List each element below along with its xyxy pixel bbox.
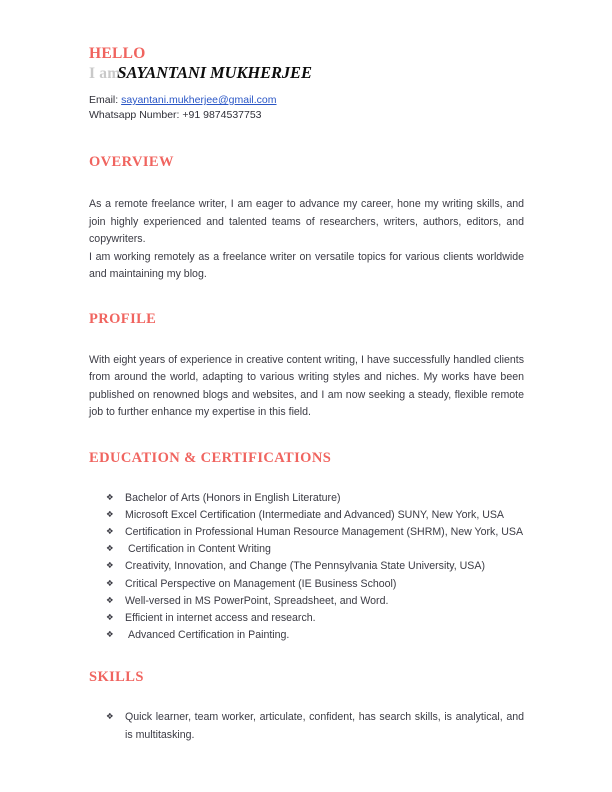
candidate-name: SAYANTANI MUKHERJEE xyxy=(117,63,312,82)
section-body-overview xyxy=(89,196,524,284)
diamond-bullet-icon: ❖ xyxy=(106,578,114,589)
whatsapp-line xyxy=(89,108,524,123)
overview-paragraph: I am working remotely as a freelance writer on versatile topics for various clients worldwide and maintaining my blog. xyxy=(89,250,524,280)
list-item xyxy=(89,593,524,610)
list-item-label: Certification in Professional Human Resource Management (SHRM), New York, USA xyxy=(125,525,524,538)
spacer xyxy=(89,467,524,490)
diamond-bullet-icon: ❖ xyxy=(106,595,114,606)
section-heading-skills: SKILLS xyxy=(89,669,144,686)
profile-paragraph: With eight years of experience in creative content writing, I have successfully handled clients from around the world, adapting to various writing styles and niches. My works have been published on renowned blogs and websites, and I am now seeking a steady, flexible remote job to further enhance my expertise in this field. xyxy=(89,353,524,418)
spacer xyxy=(89,422,524,450)
section-heading-overview: OVERVIEW xyxy=(89,154,174,170)
spacer xyxy=(89,328,524,352)
list-item xyxy=(89,558,524,575)
list-item-label: Bachelor of Arts (Honors in English Literature) xyxy=(125,491,341,504)
email-line xyxy=(89,93,524,108)
greeting-text: HELLO xyxy=(89,45,146,62)
spacer xyxy=(89,171,524,196)
list-item-label: Well-versed in MS PowerPoint, Spreadsheet, and Word. xyxy=(125,594,389,607)
list-item xyxy=(89,507,524,524)
email-label: Email: xyxy=(89,94,119,106)
list-item-label: Creativity, Innovation, and Change (The Pennsylvania State University, USA) xyxy=(125,560,485,573)
diamond-bullet-icon: ❖ xyxy=(106,492,114,503)
diamond-bullet-icon: ❖ xyxy=(106,509,114,520)
resume-content xyxy=(89,46,524,744)
spacer xyxy=(89,284,524,311)
overview-paragraph: As a remote freelance writer, I am eager to advance my career, hone my writing skills, and join highly experienced and talented teams of researchers, writers, authors, editors, and copywriters. xyxy=(89,198,524,245)
contact-block xyxy=(89,93,524,123)
spacer xyxy=(89,686,524,709)
list-item-label: Certification in Content Writing xyxy=(128,543,271,556)
list-item-label: Advanced Certification in Painting. xyxy=(128,629,290,642)
email-link[interactable]: sayantani.mukherjee@gmail.com xyxy=(121,94,277,106)
spacer xyxy=(89,123,524,154)
list-item xyxy=(89,541,524,558)
list-item-label: Efficient in internet access and research. xyxy=(125,611,316,624)
section-heading-profile: PROFILE xyxy=(89,310,157,327)
list-item-label: Critical Perspective on Management (IE Business School) xyxy=(125,577,397,590)
diamond-bullet-icon: ❖ xyxy=(106,712,114,723)
whatsapp-number: +91 9874537753 xyxy=(182,109,262,121)
list-item xyxy=(89,490,524,507)
list-item xyxy=(89,524,524,541)
education-list xyxy=(89,490,524,645)
list-item xyxy=(89,627,524,644)
skills-list xyxy=(89,709,524,743)
list-item xyxy=(89,576,524,593)
list-item xyxy=(89,709,524,743)
list-item-label: Microsoft Excel Certification (Intermediate and Advanced) SUNY, New York, USA xyxy=(125,508,504,521)
diamond-bullet-icon: ❖ xyxy=(106,612,114,623)
spacer xyxy=(89,644,524,669)
diamond-bullet-icon: ❖ xyxy=(106,544,114,555)
resume-header xyxy=(89,46,524,123)
list-item xyxy=(89,610,524,627)
diamond-bullet-icon: ❖ xyxy=(106,561,114,572)
intro-text: I am xyxy=(89,65,121,82)
diamond-bullet-icon: ❖ xyxy=(106,630,114,641)
section-body-profile xyxy=(89,352,524,422)
diamond-bullet-icon: ❖ xyxy=(106,526,114,537)
list-item-label: Quick learner, team worker, articulate, confident, has search skills, is analytical, and is multitasking. xyxy=(125,711,524,741)
name-line xyxy=(89,63,524,83)
section-heading-education: EDUCATION & CERTIFICATIONS xyxy=(89,449,332,466)
whatsapp-label: Whatsapp Number: xyxy=(89,109,180,121)
